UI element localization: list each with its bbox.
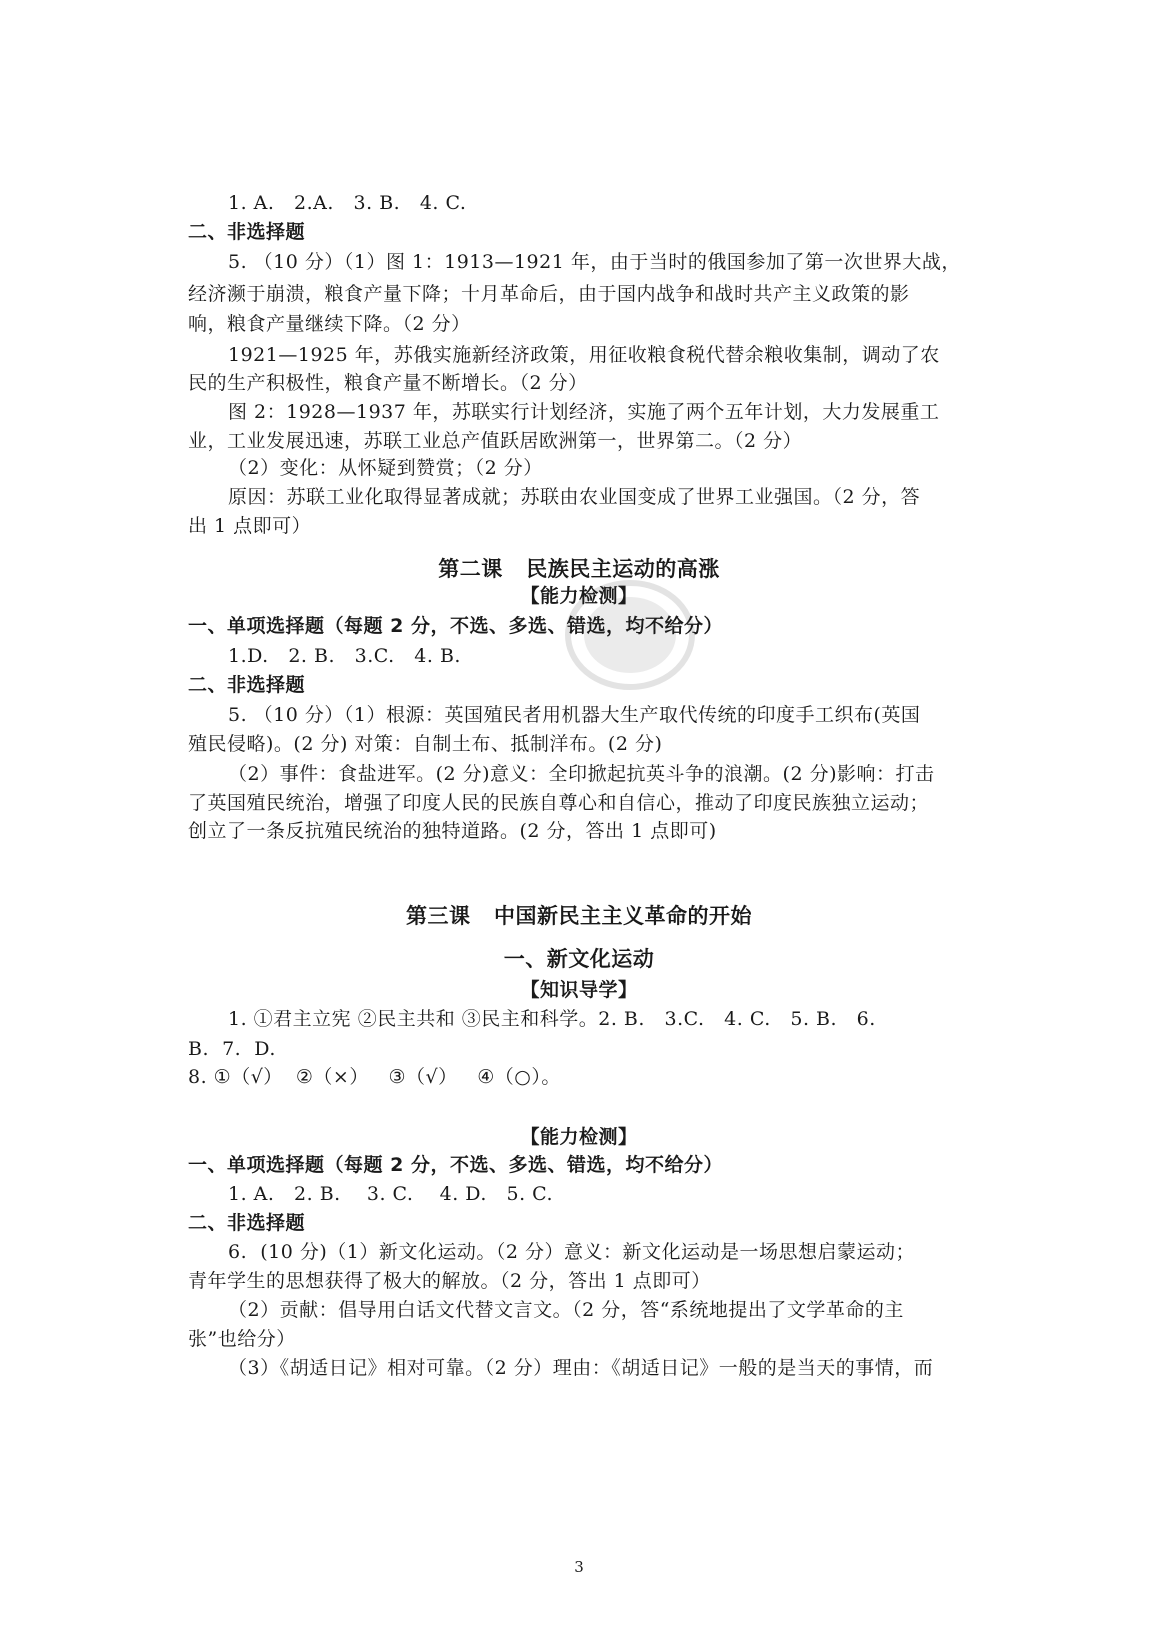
answer-line: （3）《胡适日记》相对可靠。（2 分）理由：《胡适日记》一般的是当天的事情，而 [228, 1357, 934, 1379]
lesson-title: 第三课 中国新民主主义革命的开始 [406, 904, 752, 928]
section-heading: 二、非选择题 [188, 221, 306, 243]
answer-line: （2）事件：食盐进军。(2 分)意义：全印掀起抗英斗争的浪潮。(2 分)影响：打击 [228, 763, 935, 785]
answer-line: 1. ①君主立宪 ②民主共和 ③民主和科学。2. B. 3.C. 4. C. 5. B. 6. [228, 1008, 876, 1030]
answer-line: （2）变化：从怀疑到赞赏；（2 分） [228, 457, 543, 479]
answer-line: 张”也给分） [188, 1328, 296, 1350]
answer-line: 1. A. 2.A. 3. B. 4. C. [228, 192, 467, 214]
answer-line: 图 2：1928—1937 年，苏联实行计划经济，实施了两个五年计划，大力发展重工 [228, 401, 940, 423]
answer-line: 8. ①（√） ②（×） ③（√） ④（○）。 [188, 1066, 561, 1088]
answer-line: 5. （10 分）（1）根源：英国殖民者用机器大生产取代传统的印度手工织布(英国 [228, 704, 921, 726]
answer-line: 1. A. 2. B. 3. C. 4. D. 5. C. [228, 1183, 554, 1205]
answer-line: 原因：苏联工业化取得显著成就；苏联由农业国变成了世界工业强国。（2 分，答 [228, 486, 921, 508]
answer-line: 1921—1925 年，苏俄实施新经济政策，用征收粮食税代替余粮收集制，调动了农 [228, 344, 940, 366]
section-heading: 二、非选择题 [188, 1212, 306, 1234]
page-number: 3 [574, 1558, 584, 1576]
answer-line: 民的生产积极性，粮食产量不断增长。（2 分） [188, 372, 588, 394]
answer-line: （2）贡献：倡导用白话文代替文言文。（2 分，答“系统地提出了文学革命的主 [228, 1299, 904, 1321]
subsection-title: 【知识导学】 [520, 979, 638, 1001]
answer-line: 6. (10 分)（1）新文化运动。（2 分）意义：新文化运动是一场思想启蒙运动； [228, 1241, 915, 1263]
answer-line: 青年学生的思想获得了极大的解放。（2 分，答出 1 点即可） [188, 1270, 711, 1292]
answer-line: B. 7. D. [188, 1038, 276, 1060]
answer-line: 5. （10 分）（1）图 1：1913—1921 年，由于当时的俄国参加了第一次世界大战， [228, 251, 961, 273]
subsection-title: 【能力检测】 [520, 1126, 638, 1148]
lesson-title: 第二课 民族民主运动的高涨 [438, 557, 720, 581]
answer-line: 响，粮食产量继续下降。（2 分） [188, 313, 471, 335]
answer-line: 创立了一条反抗殖民统治的独特道路。(2 分，答出 1 点即可) [188, 820, 717, 842]
answer-line: 殖民侵略)。(2 分) 对策：自制土布、抵制洋布。(2 分) [188, 733, 663, 755]
answer-line: 1.D. 2. B. 3.C. 4. B. [228, 645, 461, 667]
section-heading: 二、非选择题 [188, 674, 306, 696]
subsection-title: 【能力检测】 [520, 585, 638, 607]
answer-line: 业，工业发展迅速，苏联工业总产值跃居欧洲第一，世界第二。（2 分） [188, 430, 803, 452]
answer-line: 出 1 点即可） [188, 515, 312, 537]
answer-line: 经济濒于崩溃，粮食产量下降；十月革命后，由于国内战争和战时共产主义政策的影 [188, 283, 910, 305]
section-heading: 一、单项选择题（每题 2 分，不选、多选、错选，均不给分） [188, 615, 723, 637]
section-heading: 一、单项选择题（每题 2 分，不选、多选、错选，均不给分） [188, 1154, 723, 1176]
subsection-title: 一、新文化运动 [503, 947, 655, 971]
answer-line: 了英国殖民统治，增强了印度人民的民族自尊心和自信心，推动了印度民族独立运动； [188, 792, 930, 814]
